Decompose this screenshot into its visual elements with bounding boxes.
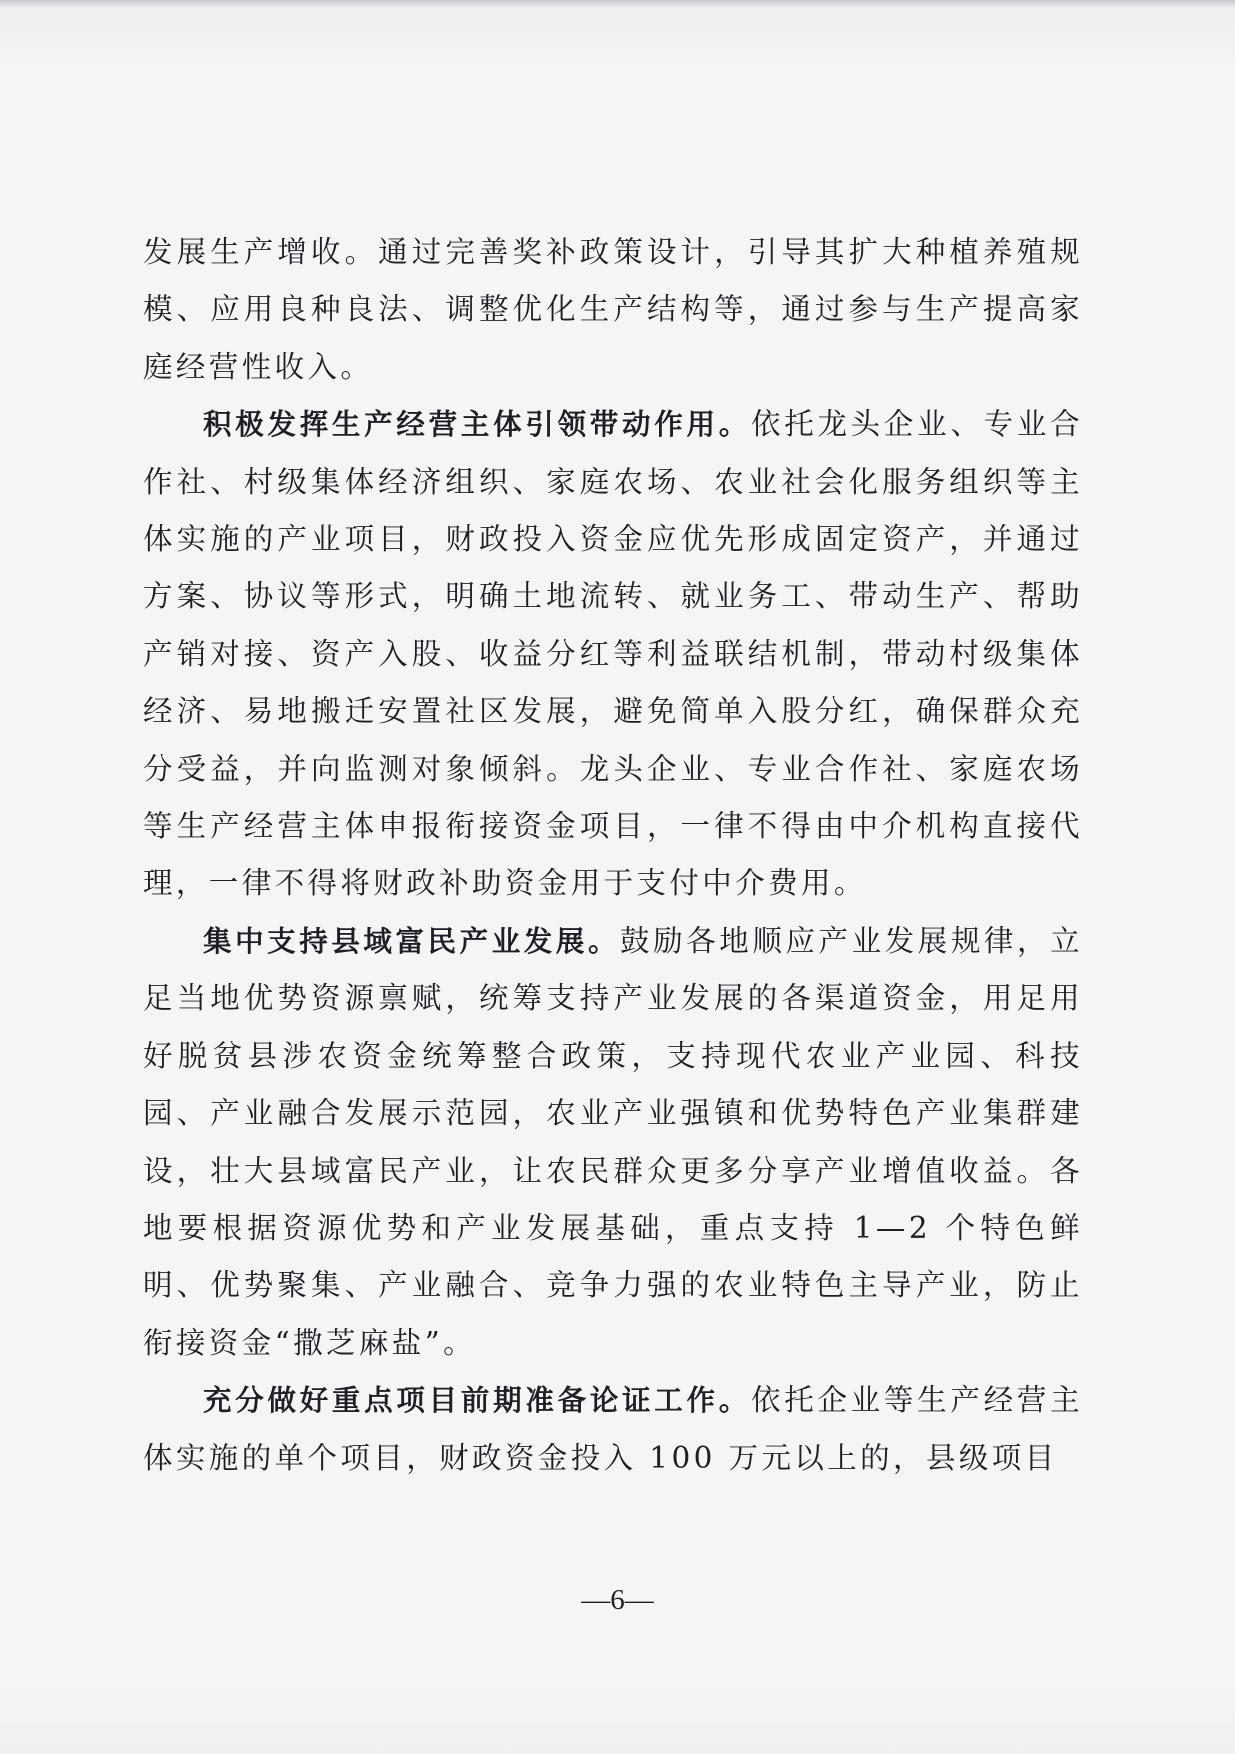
scan-edge-shadow: [0, 0, 1235, 8]
paragraph-3-text: 鼓励各地顺应产业发展规律，立足当地优势资源禀赋，统筹支持产业发展的各渠道资金，用足用好脱贫县涉农资金统筹整合政策，支持现代农业产业园、科技园、产业融合发展示范园，农业产业强镇和优势特色产业集群建设，壮大县域富民产业，让农民群众更多分享产业增值收益。各地要根据资源优势和产业发展基础，重点支持 1—2 个特色鲜明、优势聚集、产业融合、竞争力强的农业特色主导产业，防止衔接资金“撒芝麻盐”。: [143, 923, 1083, 1360]
paragraph-3-heading: 集中支持县域富民产业发展。: [203, 924, 621, 958]
paragraph-4-heading: 充分做好重点项目前期准备论证工作。: [203, 1384, 751, 1418]
paragraph-2-text: 依托龙头企业、专业合作社、村级集体经济组织、家庭农场、农业社会化服务组织等主体实施的产业项目，财政投入资金应优先形成固定资产，并通过方案、协议等形式，明确土地流转、就业务工、带动生产、帮助产销对接、资产入股、收益分红等利益联结机制，带动村级集体经济、易地搬迁安置社区发展，避免简单入股分红，确保群众充分受益，并向监测对象倾斜。龙头企业、专业合作社、家庭农场等生产经营主体申报衔接资金项目，一律不得由中介机构直接代理，一律不得将财政补助资金用于支付中介费用。: [143, 407, 1083, 901]
paragraph-2-heading: 积极发挥生产经营主体引领带动作用。: [203, 408, 751, 442]
paragraph-2: [143, 396, 1083, 913]
body-text: [143, 224, 1083, 1487]
page-number: —6—: [581, 1584, 654, 1616]
paragraph-4: [143, 1372, 1083, 1487]
paragraph-1-text: 发展生产增收。通过完善奖补政策设计，引导其扩大种植养殖规模、应用良种良法、调整优化生产结构等，通过参与生产提高家庭经营性收入。: [143, 235, 1083, 384]
paragraph-3: [143, 913, 1083, 1372]
paragraph-4-text: 依托企业等生产经营主体实施的单个项目，财政资金投入 100 万元以上的，县级项目: [143, 1383, 1083, 1475]
paragraph-1: [143, 224, 1083, 396]
